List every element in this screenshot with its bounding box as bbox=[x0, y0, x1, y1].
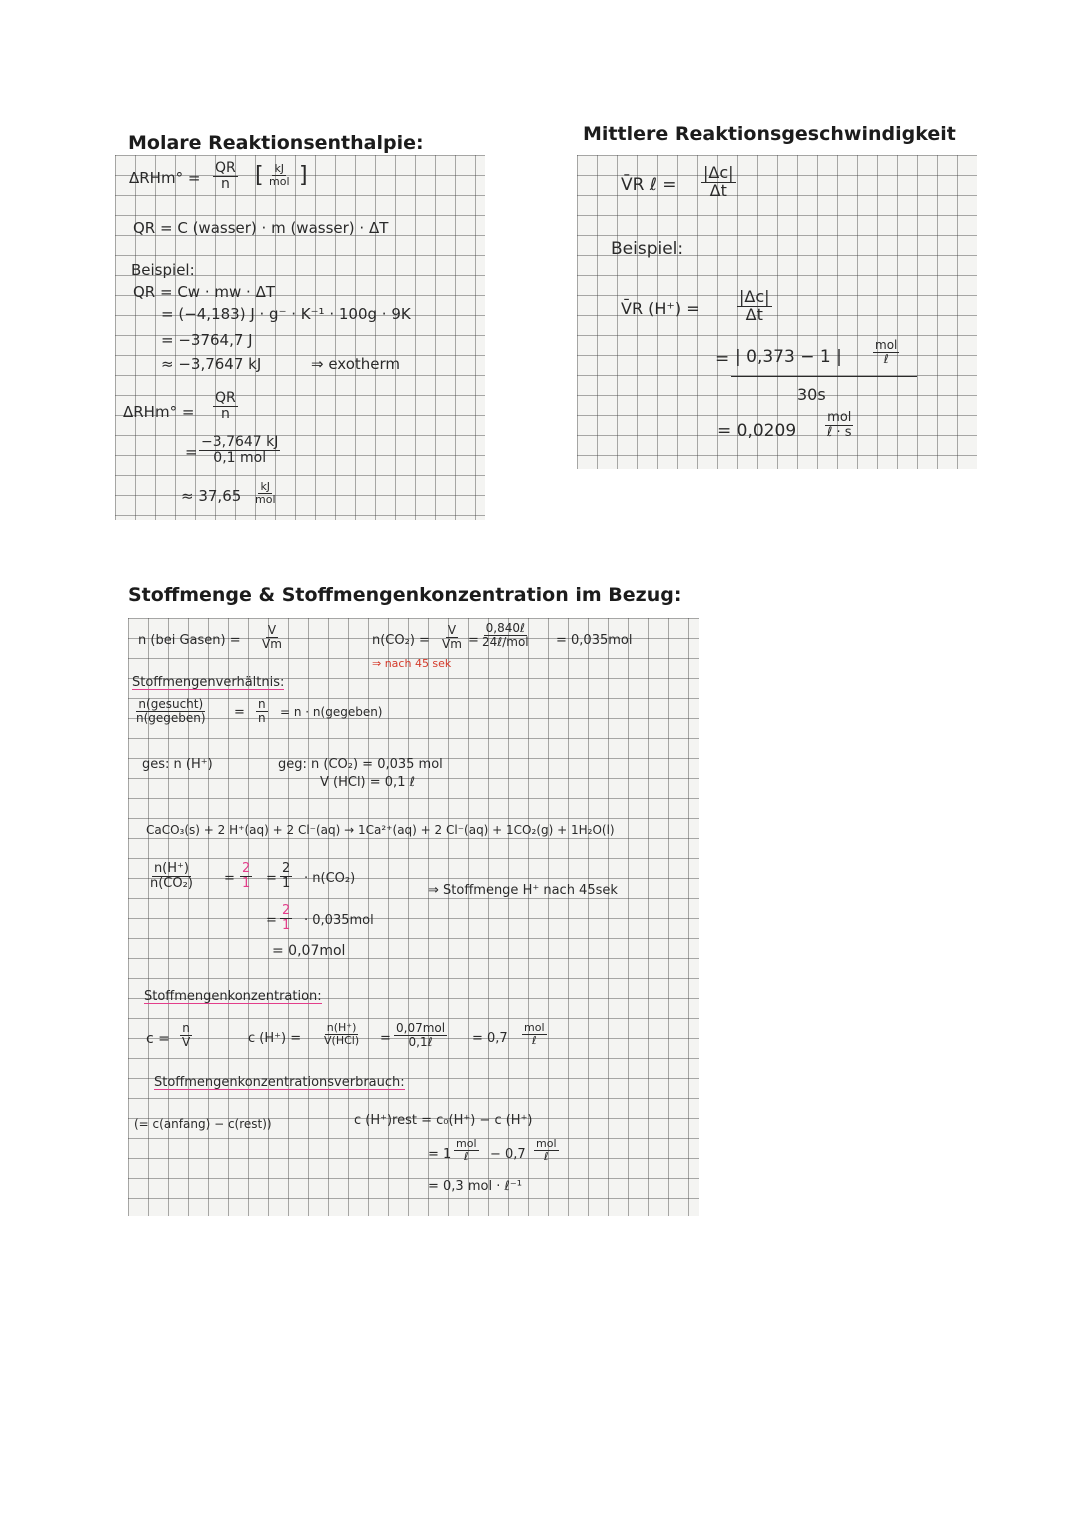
amount-co2-time-note: ⇒ nach 45 sek bbox=[372, 657, 452, 670]
amount-hplus-step-eq: = bbox=[266, 871, 277, 886]
heading-amount-concentration: Stoffmenge & Stoffmengenkonzentration im Bezug: bbox=[128, 584, 682, 606]
amount-hplus-step-times: · n(CO₂) bbox=[304, 871, 356, 886]
enthalpy-final-value: ≈ 37,65 bbox=[181, 487, 242, 505]
heading-reaction-speed: Mittlere Reaktionsgeschwindigkeit bbox=[583, 123, 956, 145]
speed-formula-lhs: V̄R ℓ = bbox=[621, 175, 677, 195]
speed-result-unit: mol ℓ · s bbox=[827, 410, 852, 440]
amount-hplus-ratio: $\frac{n(H^+)}{\text{n(CO₂)}}$ bbox=[150, 861, 193, 891]
speed-formula-frac: $\frac{|\Delta c|}{\Delta t}$ bbox=[703, 163, 734, 200]
amount-given-co2: geg: n (CO₂) = 0,035 mol bbox=[278, 757, 443, 772]
heading-molar-enthalpy: Molare Reaktionsenthalpie: bbox=[128, 132, 424, 154]
amount-rest-result: = 0,3 mol · ℓ⁻¹ bbox=[428, 1179, 522, 1194]
amount-co2-lhs: n(CO₂) = bbox=[372, 633, 430, 648]
amount-consumption-definition: (= c(anfang) − c(rest)) bbox=[134, 1117, 272, 1131]
amount-rest-step-1: = 1 bbox=[428, 1147, 452, 1162]
amount-ratio-rearranged: = n · n(gegeben) bbox=[280, 705, 383, 719]
amount-co2-result: = 0,035mol bbox=[556, 633, 633, 648]
enthalpy-example-step-4: ≈ −3,7647 kJ bbox=[161, 355, 262, 373]
amount-hplus-note: ⇒ Stoffmenge H⁺ nach 45sek bbox=[428, 883, 618, 898]
amount-rest-step-1-unit: mol ℓ bbox=[456, 1137, 477, 1163]
amount-concentration-title: Stoffmengenkonzentration: bbox=[144, 989, 322, 1004]
speed-calc-unit: mol ℓ bbox=[875, 338, 898, 366]
enthalpy-example-step-1: QR = Cw · mw · ΔT bbox=[133, 283, 275, 301]
speed-calc-fraction-bar bbox=[731, 376, 917, 377]
amount-hplus-conc-eq: = bbox=[380, 1031, 391, 1046]
amount-hplus-conc-lhs: c (H⁺) = bbox=[248, 1031, 302, 1046]
amount-concentration-frac: $\frac{n}{V}$ bbox=[182, 1021, 191, 1049]
enthalpy-final-unit: kJ mol bbox=[255, 480, 276, 506]
amount-wanted: ges: n (H⁺) bbox=[142, 757, 213, 772]
enthalpy-example-label: Beispiel: bbox=[131, 261, 195, 279]
amount-ratio-title: Stoffmengenverhältnis: bbox=[132, 675, 285, 690]
amount-gas-formula-lhs: n (bei Gasen) = bbox=[138, 633, 241, 648]
amount-concentration-formula: c = bbox=[146, 1031, 170, 1047]
enthalpy-example-step-3: = −3764,7 J bbox=[161, 331, 253, 349]
speed-example-frac: $\frac{|\Delta c|}{\Delta t}$ bbox=[739, 287, 770, 324]
amount-consumption-title: Stoffmengenkonzentrationsverbrauch: bbox=[154, 1075, 405, 1090]
amount-hplus-coefficients: $\frac{2}{1}$ bbox=[242, 861, 251, 891]
amount-co2-calc: 0,840ℓ 24ℓ/mol bbox=[482, 621, 529, 649]
enthalpy-heat-formula: QR = C (wasser) · m (wasser) · ΔT bbox=[133, 219, 389, 237]
amount-rest-formula: c (H⁺)rest = c₀(H⁺) − c (H⁺) bbox=[354, 1113, 533, 1128]
enthalpy-example-step-2: = (−4,183) J · g⁻ · K⁻¹ · 100g · 9K bbox=[161, 305, 411, 323]
amount-gas-formula-frac: $\frac{V}{Vm}$ bbox=[262, 623, 282, 651]
amount-hplus-ratio-eq: = bbox=[224, 871, 235, 886]
amount-rest-step-1b: − 0,7 bbox=[490, 1147, 526, 1162]
enthalpy-result-calc: −3,7647 kJ 0,1 mol bbox=[201, 434, 279, 466]
amount-rest-step-1b-unit: mol ℓ bbox=[536, 1137, 557, 1163]
amount-reaction-equation: CaCO₃(s) + 2 H⁺(aq) + 2 Cl⁻(aq) → 1Ca²⁺(aq) + 2 Cl⁻(aq) + 1CO₂(g) + 1H₂O(l) bbox=[146, 823, 615, 837]
reaction-speed-notes-panel bbox=[577, 155, 977, 469]
enthalpy-result-lhs: ΔRHm° = bbox=[123, 403, 195, 421]
amount-ratio-nn: $\frac{n}{n}$ bbox=[258, 697, 266, 725]
enthalpy-unit-frac: kJ mol bbox=[269, 162, 290, 188]
amount-hplus-conc-calc: 0,07mol 0,1ℓ bbox=[396, 1021, 446, 1049]
amount-hplus-conc-frac: n(H⁺) V(HCl) bbox=[324, 1021, 360, 1047]
enthalpy-result-frac: $\frac{QR}{n}$ bbox=[215, 390, 236, 422]
amount-hplus-conc-unit: mol ℓ bbox=[524, 1021, 545, 1047]
amount-hplus-calc-frac: $\frac{2}{1}$ bbox=[282, 903, 291, 933]
enthalpy-formula-frac: $\frac{QR}{n}$ bbox=[215, 160, 236, 192]
amount-co2-eq: = bbox=[468, 633, 479, 648]
amount-hplus-calc-value: · 0,035mol bbox=[304, 913, 374, 928]
speed-calc-eq: = bbox=[715, 349, 730, 369]
amount-hplus-calc-eq: = bbox=[266, 913, 277, 928]
amount-given-volume: V (HCl) = 0,1 ℓ bbox=[320, 775, 415, 790]
speed-example-label: Beispiel: bbox=[611, 239, 684, 259]
amount-ratio-frac: n(gesucht) n(gegeben) bbox=[136, 697, 206, 725]
amount-hplus-step-frac: $\frac{2}{1}$ bbox=[282, 861, 291, 891]
enthalpy-exotherm-note: ⇒ exotherm bbox=[311, 355, 401, 373]
enthalpy-formula-lhs: ΔRHm° = bbox=[129, 169, 201, 187]
amount-ratio-eq: = bbox=[234, 705, 245, 720]
amount-co2-frac: $\frac{V}{Vm}$ bbox=[442, 623, 462, 651]
amount-concentration-notes-panel bbox=[128, 618, 699, 1216]
amount-hplus-conc-result: = 0,7 bbox=[472, 1031, 508, 1046]
speed-calc-denominator: 30s bbox=[797, 385, 826, 404]
speed-result-value: = 0,0209 bbox=[717, 421, 797, 441]
enthalpy-unit-close: ] bbox=[299, 163, 308, 188]
enthalpy-unit-open: [ bbox=[255, 163, 264, 188]
speed-example-lhs: V̄R (H⁺) = bbox=[621, 299, 700, 318]
speed-calc-numerator: | 0,373 − 1 | bbox=[735, 347, 842, 367]
enthalpy-notes-panel bbox=[115, 155, 485, 520]
amount-hplus-result: = 0,07mol bbox=[272, 943, 346, 959]
enthalpy-result-eq: = bbox=[185, 443, 198, 461]
